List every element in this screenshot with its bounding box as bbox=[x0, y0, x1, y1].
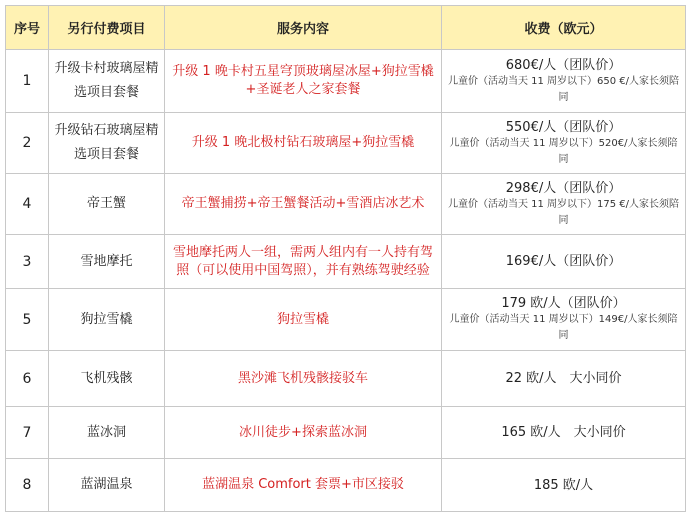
row-item: 升级钻石玻璃屋精选项目套餐 bbox=[49, 113, 165, 174]
row-item: 蓝湖温泉 bbox=[49, 459, 165, 512]
header-item: 另行付费项目 bbox=[49, 6, 165, 50]
fee-note: 儿童价（活动当天 11 周岁以下）650 €/人家长须陪同 bbox=[447, 75, 680, 103]
table-row bbox=[6, 174, 686, 235]
row-service: 升级 1 晚卡村五星穹顶玻璃屋冰屋+狗拉雪橇+圣诞老人之家套餐 bbox=[165, 50, 442, 113]
header-number: 序号 bbox=[6, 6, 49, 50]
table-row bbox=[6, 235, 686, 289]
table-row bbox=[6, 407, 686, 459]
table-row bbox=[6, 50, 686, 113]
row-number: 5 bbox=[6, 289, 49, 351]
fee-note: 儿童价（活动当天 11 周岁以下）149€/人家长须陪同 bbox=[449, 314, 678, 341]
row-item: 飞机残骸 bbox=[49, 351, 165, 407]
row-service: 冰川徒步+探索蓝冰洞 bbox=[165, 407, 442, 459]
row-item: 帝王蟹 bbox=[49, 174, 165, 235]
row-number: 8 bbox=[6, 459, 49, 512]
fee-note: 儿童价（活动当天 11 周岁以下）175 €/人家长须陪同 bbox=[447, 198, 680, 226]
row-item: 升级卡村玻璃屋精选项目套餐 bbox=[49, 50, 165, 113]
row-fee bbox=[442, 50, 686, 113]
header-service: 服务内容 bbox=[165, 6, 442, 50]
row-service: 黑沙滩飞机残骸接驳车 bbox=[165, 351, 442, 407]
row-service: 狗拉雪橇 bbox=[165, 289, 442, 351]
header-fee: 收费（欧元） bbox=[442, 6, 686, 50]
fee-note: 儿童价（活动当天 11 周岁以下）520€/人家长须陪同 bbox=[449, 137, 678, 165]
row-fee bbox=[442, 459, 686, 512]
table-row bbox=[6, 459, 686, 512]
row-fee bbox=[442, 113, 686, 174]
row-fee bbox=[442, 407, 686, 459]
row-number: 4 bbox=[6, 174, 49, 235]
fee-main: 550€/人（团队价） bbox=[505, 119, 622, 135]
row-fee bbox=[442, 289, 686, 351]
table-row bbox=[6, 113, 686, 174]
table-header-row bbox=[6, 6, 686, 50]
fee-main: 185 欧/人 bbox=[533, 477, 594, 493]
row-fee bbox=[442, 174, 686, 235]
row-item: 狗拉雪橇 bbox=[49, 289, 165, 351]
row-fee bbox=[442, 235, 686, 289]
row-number: 3 bbox=[6, 235, 49, 289]
fee-main: 680€/人（团队价） bbox=[505, 57, 622, 73]
row-number: 2 bbox=[6, 113, 49, 174]
fee-main: 169€/人（团队价） bbox=[505, 254, 622, 269]
fee-main: 165 欧/人 大小同价 bbox=[501, 425, 626, 440]
row-number: 7 bbox=[6, 407, 49, 459]
row-service: 雪地摩托两人一组，需两人组内有一人持有驾照（可以使用中国驾照），并有熟练驾驶经验 bbox=[165, 235, 442, 289]
fee-main: 298€/人（团队价） bbox=[505, 180, 622, 196]
row-number: 1 bbox=[6, 50, 49, 113]
extra-fee-table bbox=[5, 5, 686, 512]
row-item: 雪地摩托 bbox=[49, 235, 165, 289]
row-service: 升级 1 晚北极村钻石玻璃屋+狗拉雪橇 bbox=[165, 113, 442, 174]
row-service: 蓝湖温泉 Comfort 套票+市区接驳 bbox=[165, 459, 442, 512]
fee-main: 179 欧/人（团队价） bbox=[501, 296, 626, 311]
table-row bbox=[6, 289, 686, 351]
table-row bbox=[6, 351, 686, 407]
row-number: 6 bbox=[6, 351, 49, 407]
row-item: 蓝冰洞 bbox=[49, 407, 165, 459]
row-fee bbox=[442, 351, 686, 407]
row-service: 帝王蟹捕捞+帝王蟹餐活动+雪酒店冰艺术 bbox=[165, 174, 442, 235]
fee-main: 22 欧/人 大小同价 bbox=[505, 371, 622, 386]
